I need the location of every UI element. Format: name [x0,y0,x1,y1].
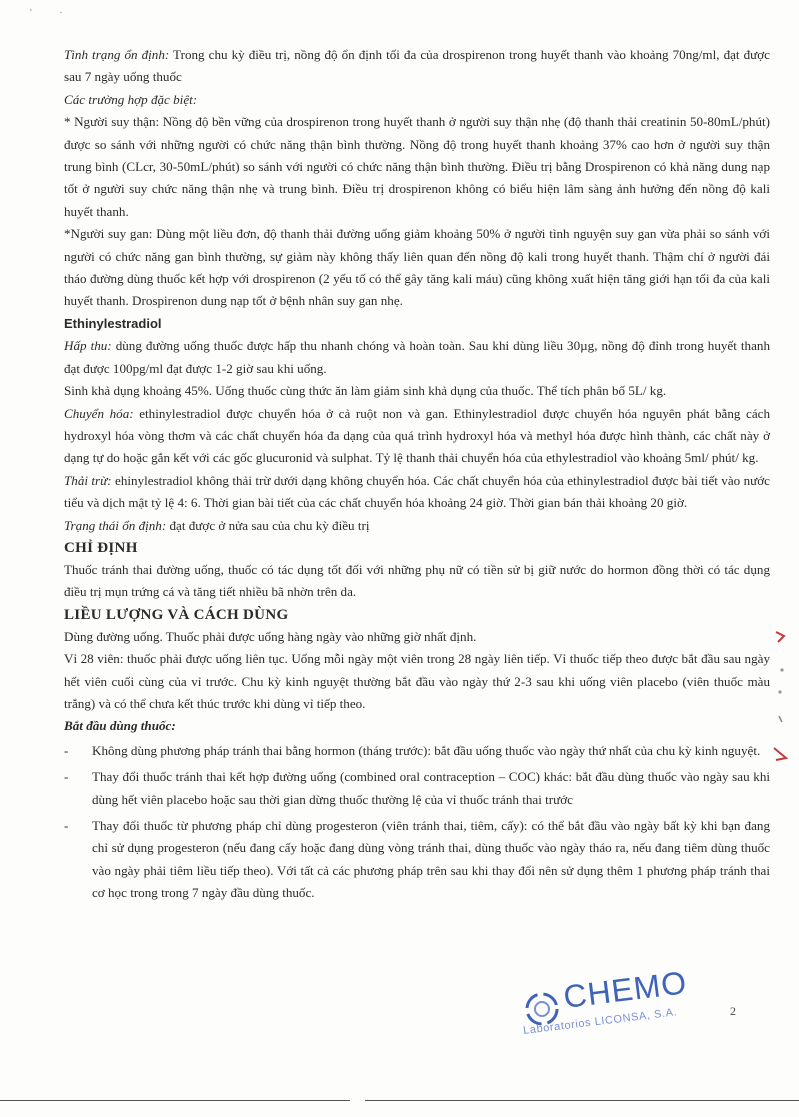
hepatic-paragraph: *Người suy gan: Dùng một liều đơn, độ thanh thải đường uống giảm khoảng 50% ở người tình nguyện suy gan vừa phải so sánh với người có chức năng gan bình thường, sự giảm này không thấy liên quan đến nồng độ kali trong huyết thanh. Thậm chí ở người đái tháo đường dùng thuốc kết hợp với drospirenon (2 yếu tố có thể gây tăng kali máu) cũng không xuất hiện tăng giới hạn tối đa của kali huyết thanh. Drospirenon dung nạp tốt ở bệnh nhân suy gan nhẹ. [64,226,770,309]
footer-rule-left [0,1100,350,1101]
chemo-logo-subtitle: Laboratorios LICONSA, S.A. [522,1006,678,1037]
list-item: - Không dùng phương pháp tránh thai bằng hormon (tháng trước): bắt đầu uống thuốc vào ngày thứ nhất của chu kỳ kinh nguyệt. [64,740,770,762]
dosage-heading: LIỀU LƯỢNG VÀ CÁCH DÙNG [64,606,289,623]
steady-state-ee-text: đạt được ở nửa sau của chu kỳ điều trị [166,517,370,533]
list-item: - Thay đổi thuốc từ phương pháp chỉ dùng progesteron (viên tránh thai, tiêm, cấy): có thể bắt đầu vào ngày bất kỳ khi bạn đang chỉ sử dụng progesteron (nếu đang cấy hoặc đang dùng vòng tránh thai, dùng thuốc vào ngày tháo ra, nếu đang tiêm dùng thuốc vào ngày phải tiêm liều tiếp theo). Với tất cả các phương pháp trên sau khi thay đổi nên sử dụng thêm 1 phương pháp tránh thai cơ học trong trong 7 ngày đầu dùng thuốc. [64,815,770,905]
absorption-label: Hấp thu: [64,338,112,354]
start-using-label: Bắt đầu dùng thuốc: [64,718,176,734]
metabolism-paragraph [64,403,770,470]
chemo-stamp [522,964,692,1053]
absorption-paragraph [64,335,770,380]
absorption-text: dùng đường uống thuốc được hấp thu nhanh chóng và hoàn toàn. Sau khi dùng liều 30µg, nồng độ đỉnh trong huyết thanh đạt được 100pg/ml đạt được 1-2 giờ sau khi uống. [64,338,770,376]
renal-paragraph: * Người suy thận: Nồng độ bền vững của drospirenon trong huyết thanh ở người suy thận nhẹ (độ thanh thải creatinin 50-80mL/phút) được so sánh với những người có chức năng thận bình thường. Nồng độ trong huyết thanh khoảng 37% cao hơn ở người suy thận trung bình (CLcr, 30-50mL/phút) so sánh với người có chức năng thận bình thường. Điều trị bằng Drospirenon có khả năng dung nạp tốt ở người suy chức năng thận nhẹ và trung bình. Điều trị drospirenon không có biểu hiện lâm sàng ảnh hưởng đến nồng độ kali huyết thanh. [64,114,770,219]
ethinylestradiol-heading: Ethinylestradiol [64,315,162,331]
footer-rule-right [365,1100,799,1101]
bioavailability-paragraph: Sinh khả dụng khoảng 45%. Uống thuốc cùng thức ăn làm giảm sinh khả dụng của thuốc. Thể tích phân bố 5L/ kg. [64,383,667,399]
start-options-list [64,740,770,905]
steady-state-text: Trong chu kỳ điều trị, nồng độ ổn định tối đa của drospirenon trong huyết thanh vào khoảng 70ng/ml, đạt được sau 7 ngày uống thuốc [64,47,770,85]
elimination-paragraph [64,470,770,515]
scan-artifact-icon: ' · [30,8,63,19]
metabolism-text: ethinylestradiol được chuyển hóa ở cả ruột non và gan. Ethinylestradiol được chuyển hóa nguyên phát bằng cách hydroxyl hóa vòng thơm và các chất chuyển hóa đa dạng của quá trình hydroxyl hóa và methyl hóa được hình thành, các chất này ở dạng tự do hoặc gắn kết với các gốc glucuronid và sulphat. Tỷ lệ thanh thải chuyển hóa của ethylestradiol vào khoảng 5ml/ phút/ kg. [64,405,771,466]
page-number: 2 [730,1004,736,1018]
steady-state-ee-label: Trạng thái ổn định: [64,517,167,533]
steady-state-ee-paragraph [64,515,770,537]
elimination-text: ehinylestradiol không thải trừ dưới dạng không chuyển hóa. Các chất chuyển hóa của ethinylestradiol được bài tiết vào nước tiểu và dịch mật tỷ lệ 4: 6. Thời gian bài tiết của các chất chuyển hóa khoảng 24 giờ. Thời gian bán thải khoảng 20 giờ. [64,472,770,511]
dosage-paragraph-2: Vỉ 28 viên: thuốc phải được uống liên tục. Uống mỗi ngày một viên trong 28 ngày liên tiếp. Vỉ thuốc tiếp theo được bắt đầu sau ngày hết viên cuối cùng của vỉ trước. Chu kỳ kinh nguyệt thường bắt đầu vào ngày thứ 2-3 sau khi uống viên placebo (viên thuốc màu trắng) và có thể chưa kết thúc trước khi dùng vỉ tiếp theo. [64,651,770,711]
steady-state-paragraph [64,44,770,89]
list-item: - Thay đổi thuốc tránh thai kết hợp đường uống (combined oral contraception – COC) khác: bắt đầu dùng thuốc vào ngày sau khi dùng hết viên placebo hoặc sau thời gian dừng thuốc thường lệ của vỉ thuốc tránh thai trước [64,766,770,811]
document-body [64,44,770,909]
special-cases-label: Các trường hợp đặc biệt: [64,91,198,107]
steady-state-label: Tình trạng ổn định: [64,47,170,62]
chemo-logo-name: CHEMO [561,964,690,1016]
dosage-paragraph-1: Dùng đường uống. Thuốc phải được uống hàng ngày vào những giờ nhất định. [64,628,477,644]
elimination-label: Thải trừ: [64,472,112,488]
indications-paragraph: Thuốc tránh thai đường uống, thuốc có tác dụng tốt đối với những phụ nữ có tiền sử bị giữ nước do hormon đồng thời có tác dụng điều trị mụn trứng cá và tăng tiết nhiều bã nhờn trên da. [64,561,770,600]
margin-mark-icon [770,630,790,770]
metabolism-label: Chuyển hóa: [64,405,134,421]
indications-heading: CHỈ ĐỊNH [64,539,138,556]
